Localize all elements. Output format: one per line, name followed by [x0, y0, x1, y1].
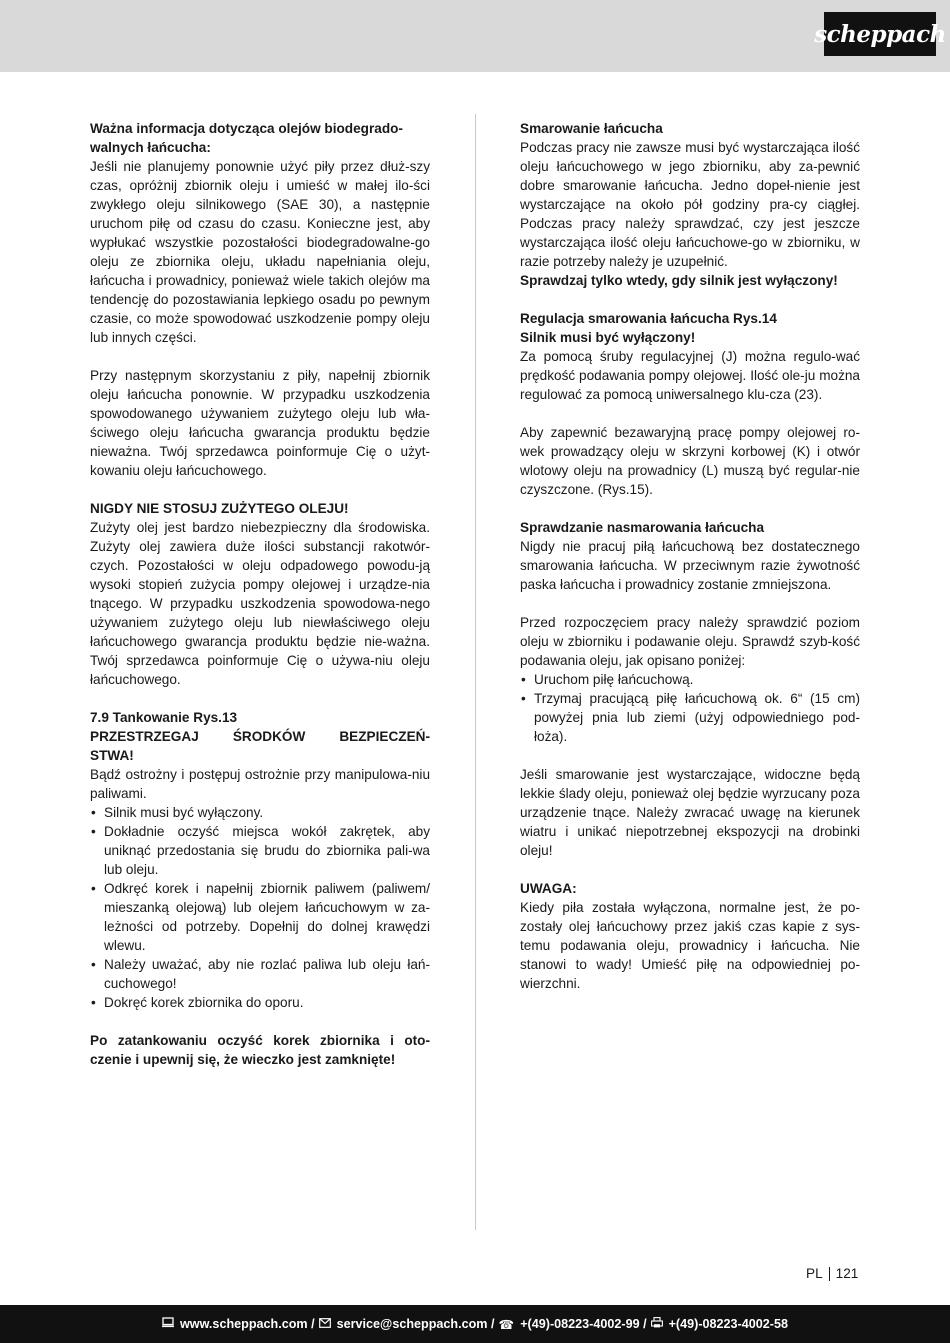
- paragraph: Zużyty olej jest bardzo niebezpieczny dla środowiska. Zużyty olej zawiera duże ilości substancji rakotwór-czych. Pozostałości w oleju odpadowego powodu-ją wysoki stopień zużycia pompy olejowej i urządze-nia tnącego. W przypadku uszkodzenia spowodowa-nego używaniem zużytego oleju lub niewłaściwego oleju łańcuchowego gwarancja produktu będzie nie-ważna. Twój sprzedawca poinformuje Cię o używa-niu oleju łańcuchowego.: [90, 520, 430, 687]
- footer-email: service@scheppach.com /: [336, 1317, 495, 1331]
- header-bar: [0, 0, 950, 72]
- section-subtitle: Silnik musi być wyłączony!: [520, 330, 696, 345]
- brand-logo: scheppach: [824, 12, 936, 56]
- language-code: PL: [806, 1266, 823, 1281]
- footer-phone: +(49)-08223-4002-99 /: [520, 1317, 647, 1331]
- list-item: • Silnik musi być wyłączony.: [90, 803, 430, 822]
- list-item: • Uruchom piłę łańcuchową.: [520, 670, 860, 689]
- warning-line: STWA!: [90, 748, 134, 763]
- section-title: Smarowanie łańcucha: [520, 121, 663, 136]
- computer-icon: [162, 1317, 174, 1331]
- closing-note: Po zatankowaniu oczyść korek zbiornika i oto-czenie i upewnij się, że wieczko jest zamknięte!: [90, 1033, 430, 1067]
- bold-note: Sprawdzaj tylko wtedy, gdy silnik jest wyłączony!: [520, 273, 838, 288]
- section-title: Sprawdzanie nasmarowania łańcucha: [520, 520, 765, 535]
- page-number-value: 121: [835, 1266, 859, 1281]
- paragraph: Bądź ostrożny i postępuj ostrożnie przy manipulowa-niu paliwami.: [90, 767, 430, 801]
- paragraph: Przy następnym skorzystaniu z piły, napełnij zbiornik oleju łańcucha ponownie. W przypadku uszkodzenia spowodowanego używaniem zużytego oleju lub wła-ściwego oleju łańcucha gwarancja produktu będzie nieważna. Twój sprzedawca poinformuje Cię o użyt-kowaniu oleju łańcuchowego.: [90, 368, 430, 478]
- left-column: [90, 119, 430, 1069]
- paragraph: Za pomocą śruby regulacyjnej (J) można regulo-wać prędkość podawania pompy olejowej. Ilość ole-ju można regulować za pomocą uniwersalnego klu-cza (23).: [520, 349, 860, 402]
- paragraph: Aby zapewnić bezawaryjną pracę pompy olejowej ro-wek prowadzący oleju w skrzyni korbowej (K) i otwór wlotowy oleju na prowadnicy (L) muszą być regular-nie czyszczone. (Rys.15).: [520, 425, 860, 497]
- paragraph: Jeśli nie planujemy ponownie użyć piły przez dłuż-szy czas, opróżnij zbiornik oleju i umieść w małej ilo-ści zwykłego oleju silnikowego (SAE 30), a następnie uruchom piłę od czasu do czasu. Konieczne jest, aby wypłukać wszystkie pozostałości biodegradowalne-go oleju ze zbiornika oleju, układu napełniania oleju, łańcucha i prowadnicy, ponieważ wiele takich olejów ma tendencję do pozostawiania lepkiego osadu po pewnym czasie, co może spowodować uszkodzenie pompy oleju lub innych części.: [90, 159, 430, 345]
- phone-icon: ☎: [498, 1317, 515, 1332]
- section-title: NIGDY NIE STOSUJ ZUŻYTEGO OLEJU!: [90, 501, 349, 516]
- column-divider: [475, 114, 476, 1230]
- footer-fax: +(49)-08223-4002-58: [668, 1317, 788, 1331]
- bullet-list: [90, 803, 430, 1012]
- section-title: UWAGA:: [520, 881, 577, 896]
- warning-line: PRZESTRZEGAJ ŚRODKÓW BEZPIECZEŃ-: [90, 729, 430, 744]
- list-item: • Trzymaj pracującą piłę łańcuchową ok. 6“ (15 cm) powyżej pnia lub ziemi (użyj odpowiedniego pod-łoża).: [520, 689, 860, 746]
- section-title: Ważna informacja dotycząca olejów biodegrado-walnych łańcucha:: [90, 121, 403, 155]
- mail-icon: [319, 1317, 331, 1331]
- paragraph: Podczas pracy nie zawsze musi być wystarczająca ilość oleju łańcuchowego w jego zbiorniku, aby za-pewnić dobre smarowanie łańcucha. Jedno dopeł-nienie jest wystarczające na około pół godziny pra-cy ciągłej. Podczas pracy należy sprawdzać, czy jest jeszcze wystarczająca ilość oleju łańcuchowe-go w zbiorniku, w razie potrzeby należy je uzupełnić.: [520, 140, 860, 269]
- right-column: [520, 119, 860, 993]
- section-title: Regulacja smarowania łańcucha Rys.14: [520, 311, 777, 326]
- bullet-list: [520, 670, 860, 746]
- footer-bar: [0, 1305, 950, 1343]
- list-item: • Należy uważać, aby nie rozlać paliwa lub oleju łań-cuchowego!: [90, 955, 430, 993]
- paragraph: Kiedy piła została wyłączona, normalne jest, że po-zostały olej łańcuchowy przez jakiś czas kapie z sys-temu podawania oleju, prowadnicy i łańcucha. Nie stanowi to wady! Umieść piłę na odpowiedniej po-wierzchni.: [520, 900, 860, 991]
- page-number: [806, 1265, 858, 1283]
- list-item: • Dokręć korek zbiornika do oporu.: [90, 993, 430, 1012]
- section-heading: 7.9 Tankowanie Rys.13: [90, 710, 238, 725]
- paragraph: Jeśli smarowanie jest wystarczające, widoczne będą lekkie ślady oleju, ponieważ olej będzie wyrzucany poza urządzenie tnące. Należy zwracać uwagę na kierunek wiatru i unikać niepotrzebnej ekspozycji na drobinki oleju!: [520, 767, 860, 858]
- paragraph: Nigdy nie pracuj piłą łańcuchową bez dostatecznego smarowania łańcucha. W przeciwnym razie żywotność paska łańcucha i prowadnicy zostanie zmniejszona.: [520, 539, 860, 592]
- list-item: • Dokładnie oczyść miejsca wokół zakrętek, aby uniknąć przedostania się brudu do zbiornika pali-wa lub oleju.: [90, 822, 430, 879]
- separator: [829, 1267, 830, 1281]
- paragraph: Przed rozpoczęciem pracy należy sprawdzić poziom oleju w zbiorniku i podawanie oleju. Sprawdź szyb-kość podawania oleju, jak opisano poniżej:: [520, 615, 860, 668]
- footer-website: www.scheppach.com /: [180, 1317, 315, 1331]
- fax-icon: [651, 1317, 663, 1331]
- list-item: • Odkręć korek i napełnij zbiornik paliwem (paliwem/ mieszanką olejową) lub olejem łańcuchowym w za-leżności od potrzeby. Dopełnij do dolnej krawędzi wlewu.: [90, 879, 430, 955]
